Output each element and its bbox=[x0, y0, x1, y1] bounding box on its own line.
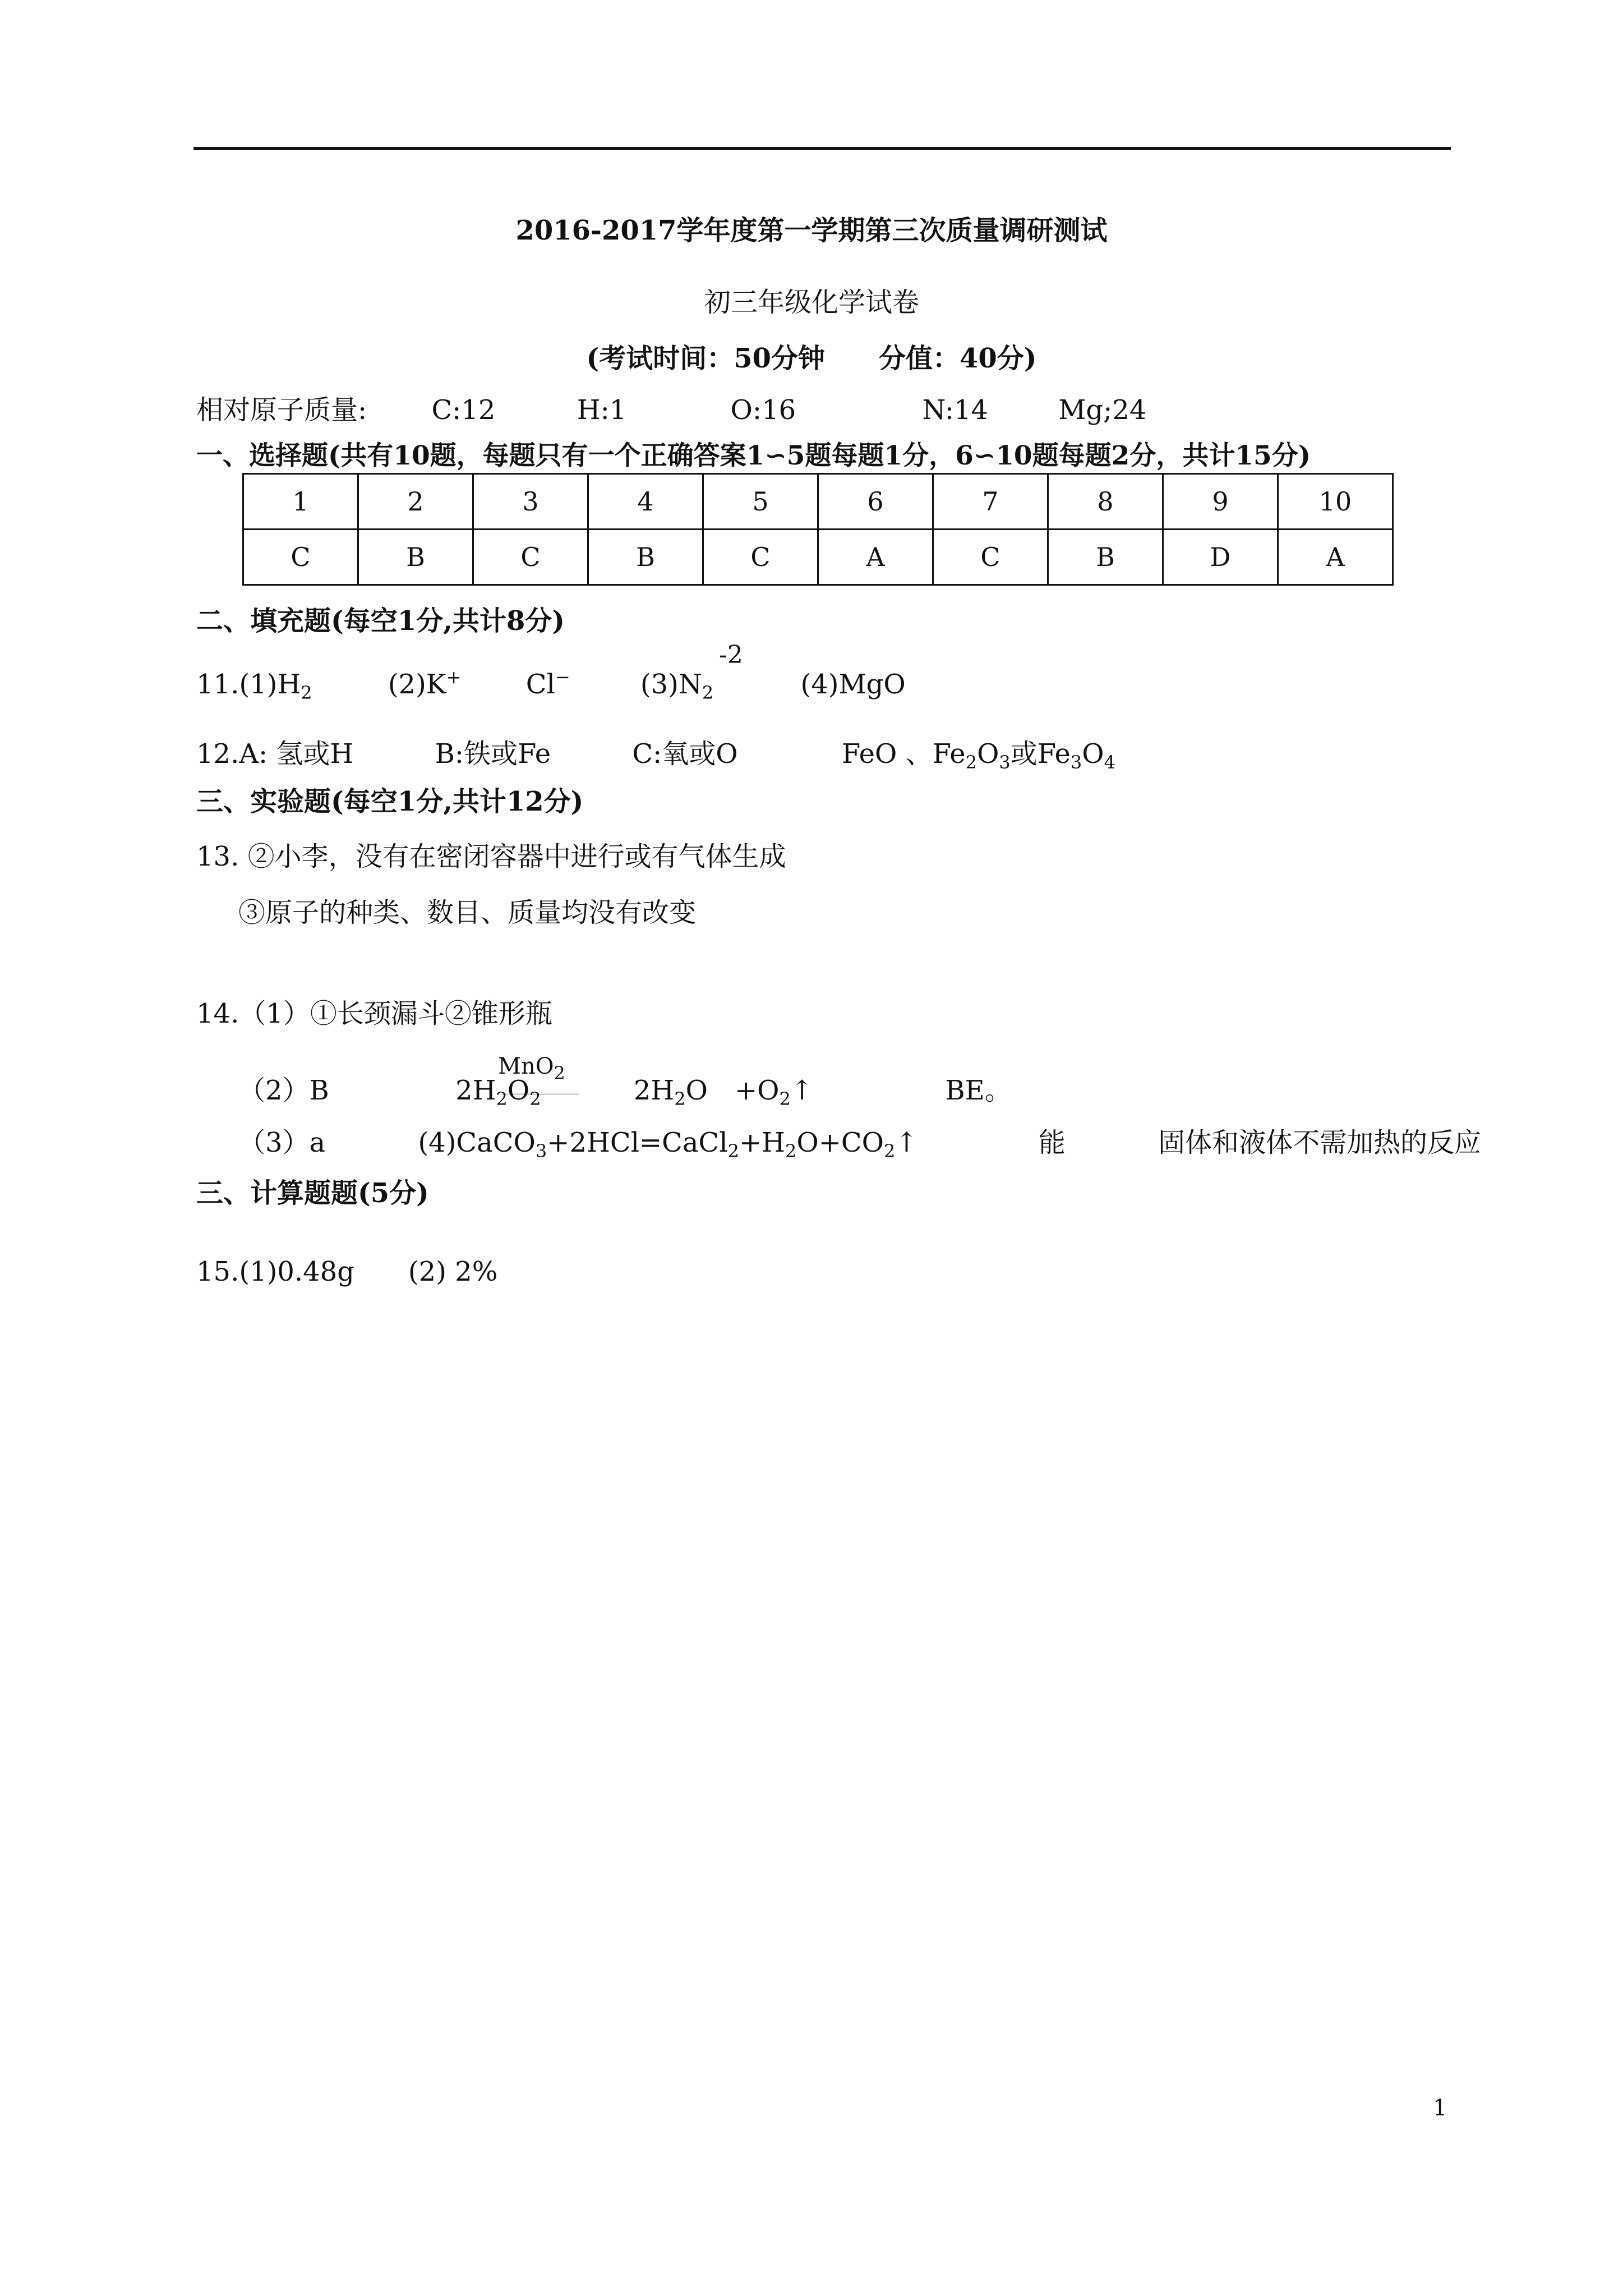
atomic-mass-n: N:14 bbox=[922, 394, 988, 426]
table-cell: 8 bbox=[1048, 474, 1163, 530]
table-cell: C bbox=[473, 530, 588, 585]
q11-cl: Cl bbox=[525, 669, 555, 700]
question-13-line2: ③原子的种类、数目、质量均没有改变 bbox=[238, 897, 697, 928]
q14-3-label: （3）a bbox=[238, 1127, 326, 1158]
table-cell: 2 bbox=[358, 474, 473, 530]
q11-part1: 11.(1)H bbox=[196, 669, 301, 700]
q11-k-sup: + bbox=[446, 666, 462, 688]
q12-d: FeO 、$Fe_2O_3$或$Fe_3O_4$ bbox=[841, 738, 1115, 773]
table-cell: 5 bbox=[703, 474, 818, 530]
question-14-line2 bbox=[238, 1069, 1012, 1110]
question-14-line1: 14.（1）①长颈漏斗②锥形瓶 bbox=[196, 998, 552, 1029]
table-cell: C bbox=[703, 530, 818, 585]
q14-2-tail: BE。 bbox=[945, 1075, 1012, 1106]
section2-heading: 二、填充题(每空1分,共计8分) bbox=[196, 605, 565, 637]
header-rule bbox=[193, 147, 1451, 150]
table-cell: D bbox=[1163, 530, 1278, 585]
table-cell: 3 bbox=[473, 474, 588, 530]
table-row-numbers bbox=[243, 474, 1393, 530]
atomic-mass-mg: Mg;24 bbox=[1058, 394, 1147, 426]
section1-heading: 一、选择题(共有10题，每题只有一个正确答案1∽5题每题1分，6∽10题每题2分，共计15分) bbox=[196, 440, 1311, 471]
table-cell: C bbox=[243, 530, 358, 585]
atomic-mass-o: O:16 bbox=[730, 394, 796, 426]
atomic-masses-label: 相对原子质量: bbox=[196, 394, 367, 426]
question-11 bbox=[196, 666, 906, 703]
q14-2-reactant: $2H_2O_2$ bbox=[455, 1075, 541, 1110]
atomic-mass-h: H:1 bbox=[577, 394, 627, 426]
question-13-line1: 13. ②小李，没有在密闭容器中进行或有气体生成 bbox=[196, 841, 786, 872]
question-14-line3 bbox=[238, 1121, 1481, 1162]
atomic-mass-c: C:12 bbox=[431, 394, 496, 426]
section4-heading: 三、计算题题(5分) bbox=[196, 1177, 429, 1209]
gas-arrow-icon: ↑ bbox=[790, 1075, 814, 1106]
table-cell: 10 bbox=[1278, 474, 1393, 530]
page-title: 2016-2017学年度第一学期第三次质量调研测试 bbox=[515, 215, 1108, 246]
table-cell: B bbox=[358, 530, 473, 585]
page-subtitle: 初三年级化学试卷 bbox=[703, 287, 919, 318]
q11-h-sub: 2 bbox=[301, 682, 312, 703]
question-12 bbox=[196, 732, 1115, 773]
q11-part3: (3)N bbox=[640, 669, 702, 700]
q14-2-product: $2H_2O$ $+O_2↑$ bbox=[633, 1075, 814, 1110]
question-15: 15.(1)0.48g (2) 2% bbox=[196, 1256, 498, 1287]
section3-heading: 三、实验题(每空1分,共计12分) bbox=[196, 786, 584, 817]
q14-reason: 固体和液体不需加热的反应 bbox=[1158, 1127, 1482, 1158]
table-cell: C bbox=[933, 530, 1048, 585]
table-cell: 6 bbox=[818, 474, 933, 530]
table-cell: 1 bbox=[243, 474, 358, 530]
table-cell: A bbox=[818, 530, 933, 585]
valence-mark: -2 bbox=[719, 641, 743, 669]
answer-table bbox=[242, 473, 1394, 586]
table-cell: B bbox=[588, 530, 703, 585]
table-row-answers bbox=[243, 530, 1393, 585]
catalyst-label: MnO$_2$ bbox=[498, 1053, 565, 1084]
gas-arrow-icon: ↑ bbox=[895, 1127, 918, 1158]
q14-4-equation: $(4)CaCO_3+2HCl=CaCl_2+H_2O+CO_2↑$ bbox=[418, 1127, 918, 1162]
q11-cl-sup: − bbox=[555, 666, 570, 688]
q14-2-label: （2）B bbox=[238, 1075, 329, 1106]
q11-part4: (4)MgO bbox=[800, 669, 906, 700]
exam-info: (考试时间：50分钟 分值：40分) bbox=[586, 343, 1037, 374]
table-cell: A bbox=[1278, 530, 1393, 585]
page-number: 1 bbox=[1433, 2095, 1447, 2121]
q12-c: C:氧或O bbox=[632, 738, 738, 770]
q14-can: 能 bbox=[1038, 1127, 1066, 1158]
atomic-masses bbox=[196, 388, 1146, 427]
q11-part2: (2)K bbox=[388, 669, 446, 700]
table-cell: B bbox=[1048, 530, 1163, 585]
q11-n-sub: 2 bbox=[702, 682, 714, 703]
q12-b: B:铁或Fe bbox=[435, 738, 551, 770]
q12-a: 12.A: 氢或H bbox=[196, 738, 354, 770]
table-cell: 7 bbox=[933, 474, 1048, 530]
table-cell: 4 bbox=[588, 474, 703, 530]
table-cell: 9 bbox=[1163, 474, 1278, 530]
